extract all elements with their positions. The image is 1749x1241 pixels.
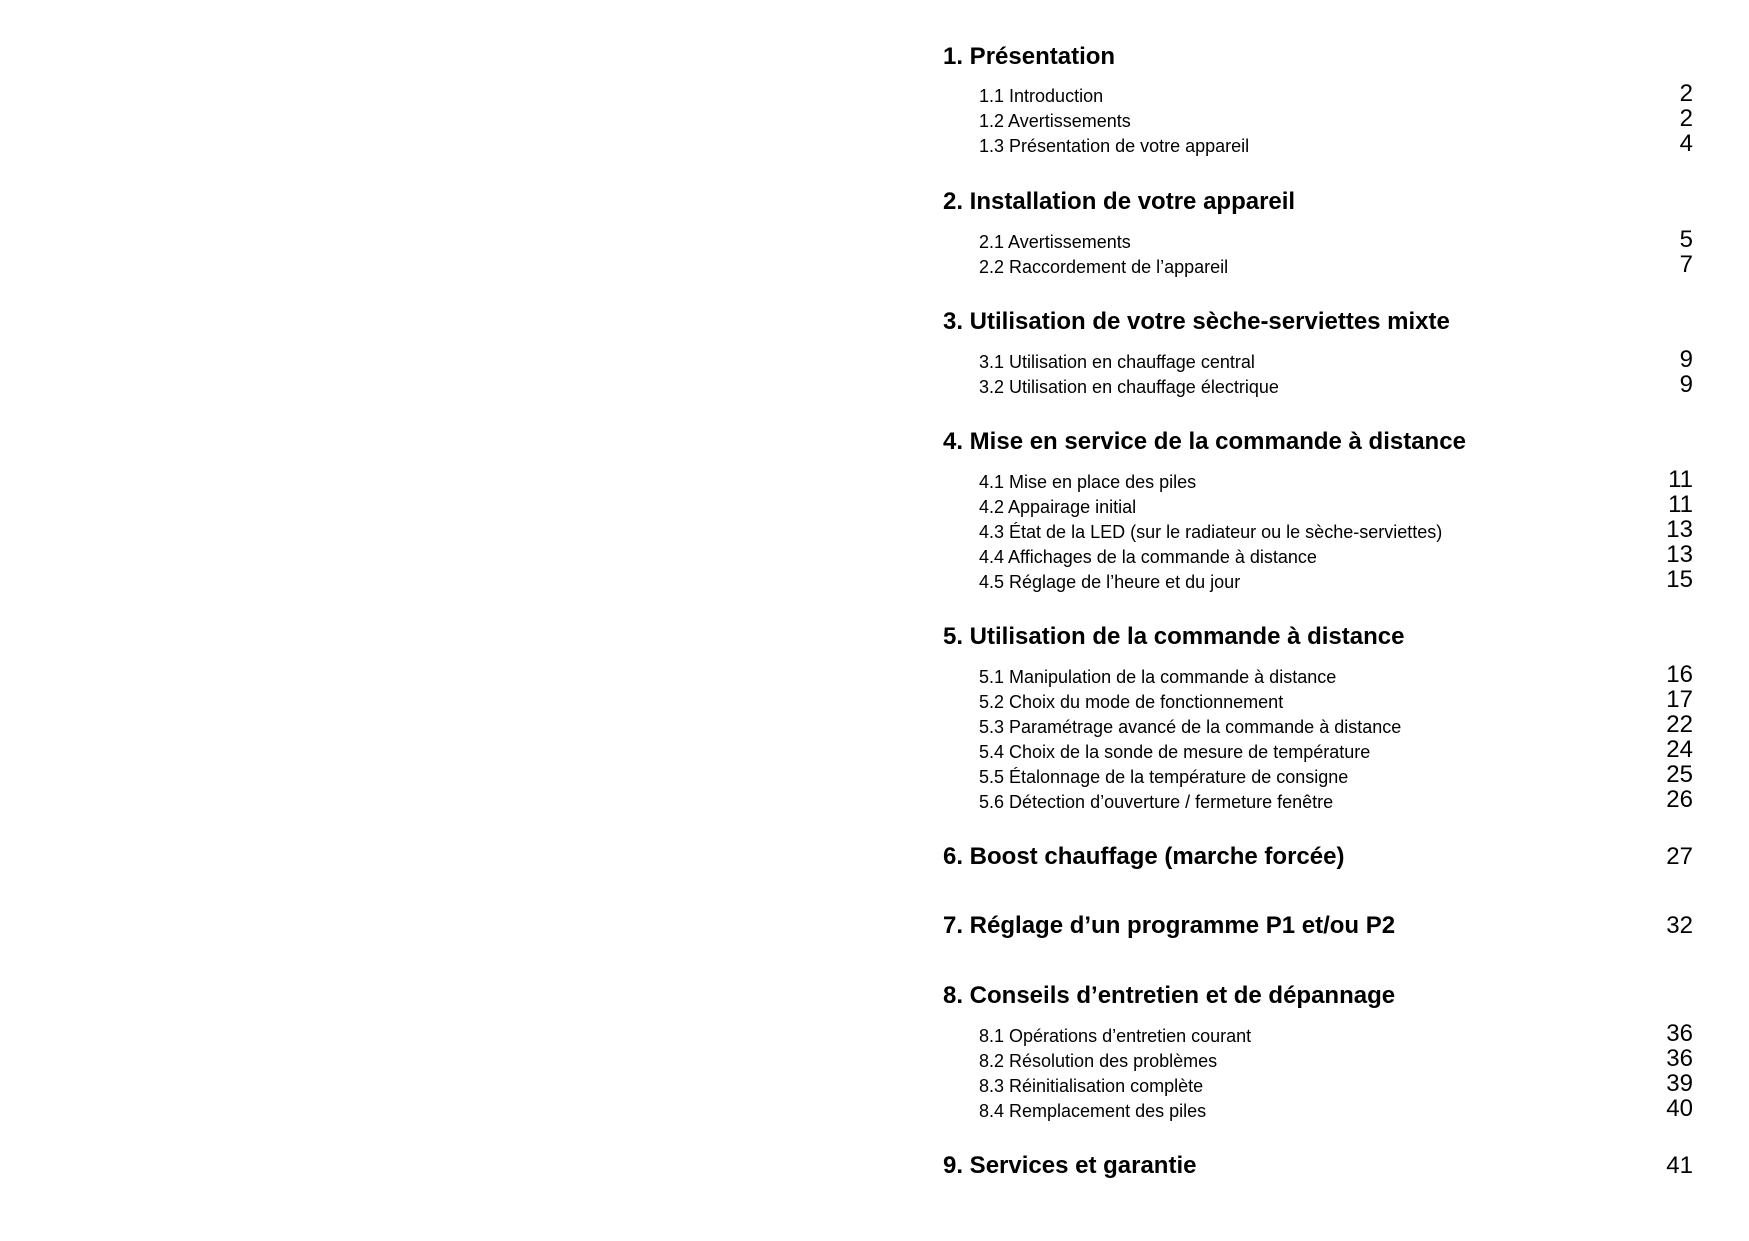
toc-entry-title: 1.1 Introduction (979, 86, 1104, 106)
toc-section-title: 3. Utilisation de votre sèche-serviettes mixte (943, 308, 1450, 335)
toc-section-title: 8. Conseils d’entretien et de dépannage (943, 982, 1396, 1009)
toc-page-number: 9 (1679, 346, 1693, 373)
toc-page-number: 36 (1666, 1045, 1693, 1072)
toc-page-number: 13 (1666, 516, 1693, 543)
toc-page-number: 32 (1666, 912, 1693, 939)
toc-page-number: 25 (1666, 761, 1693, 788)
toc-entry-title: 8.2 Résolution des problèmes (979, 1051, 1218, 1071)
toc-entry-title: 5.1 Manipulation de la commande à distance (979, 667, 1337, 687)
toc-entry-title: 3.2 Utilisation en chauffage électrique (979, 377, 1279, 397)
toc-section-title: 4. Mise en service de la commande à distance (943, 428, 1466, 455)
toc-entry-title: 4.4 Affichages de la commande à distance (979, 547, 1317, 567)
toc-page-number: 40 (1666, 1095, 1693, 1122)
toc-section-title: 2. Installation de votre appareil (943, 188, 1296, 215)
toc-page-number: 7 (1679, 251, 1693, 278)
toc-entry-title: 5.4 Choix de la sonde de mesure de température (979, 742, 1371, 762)
toc-page-number: 41 (1666, 1152, 1693, 1179)
toc-page-number: 36 (1666, 1020, 1693, 1047)
toc-section-title: 5. Utilisation de la commande à distance (943, 623, 1405, 650)
toc-section-title: 9. Services et garantie (943, 1152, 1197, 1179)
toc-entry-title: 4.2 Appairage initial (979, 497, 1137, 517)
toc-section-title: 7. Réglage d’un programme P1 et/ou P2 (943, 912, 1396, 939)
toc-page-number: 26 (1666, 786, 1693, 813)
toc-page-number: 11 (1668, 466, 1693, 493)
toc-entry-title: 4.3 État de la LED (sur le radiateur ou le sèche-serviettes) (979, 522, 1443, 542)
toc-page-number: 39 (1666, 1070, 1693, 1097)
toc-section-title: 6. Boost chauffage (marche forcée) (943, 843, 1345, 870)
toc-entry-title: 1.2 Avertissements (979, 111, 1131, 131)
toc-page-number: 24 (1666, 736, 1693, 763)
toc-entry-title: 5.2 Choix du mode de fonctionnement (979, 692, 1284, 712)
toc-entry-title: 4.1 Mise en place des piles (979, 472, 1197, 492)
toc-entry-title: 4.5 Réglage de l’heure et du jour (979, 572, 1241, 592)
toc-entry-title: 1.3 Présentation de votre appareil (979, 136, 1250, 156)
toc-entry-title: 5.5 Étalonnage de la température de consigne (979, 767, 1349, 787)
toc-page-number: 2 (1679, 105, 1693, 132)
toc-entry-title: 3.1 Utilisation en chauffage central (979, 352, 1255, 372)
toc-entry-title: 2.2 Raccordement de l’appareil (979, 257, 1229, 277)
toc-page-number: 2 (1679, 80, 1693, 107)
toc-page-number: 11 (1668, 491, 1693, 518)
toc-page-number: 27 (1666, 843, 1693, 870)
toc-entry-title: 5.6 Détection d’ouverture / fermeture fenêtre (979, 792, 1334, 812)
toc-page-number: 4 (1679, 130, 1693, 157)
toc-entry-title: 5.3 Paramétrage avancé de la commande à distance (979, 717, 1402, 737)
toc-page-number: 17 (1666, 686, 1693, 713)
toc-page-number: 22 (1666, 711, 1693, 738)
toc-section-title: 1. Présentation (943, 43, 1116, 70)
toc-entry-title: 2.1 Avertissements (979, 232, 1131, 252)
toc-page-number: 15 (1666, 566, 1693, 593)
toc-page-number: 16 (1666, 661, 1693, 688)
toc-entry-title: 8.4 Remplacement des piles (979, 1101, 1207, 1121)
toc-entry-title: 8.1 Opérations d’entretien courant (979, 1026, 1252, 1046)
toc-page-number: 9 (1679, 371, 1693, 398)
toc-page-number: 13 (1666, 541, 1693, 568)
toc-page-number: 5 (1679, 226, 1693, 253)
toc-entry-title: 8.3 Réinitialisation complète (979, 1076, 1204, 1096)
